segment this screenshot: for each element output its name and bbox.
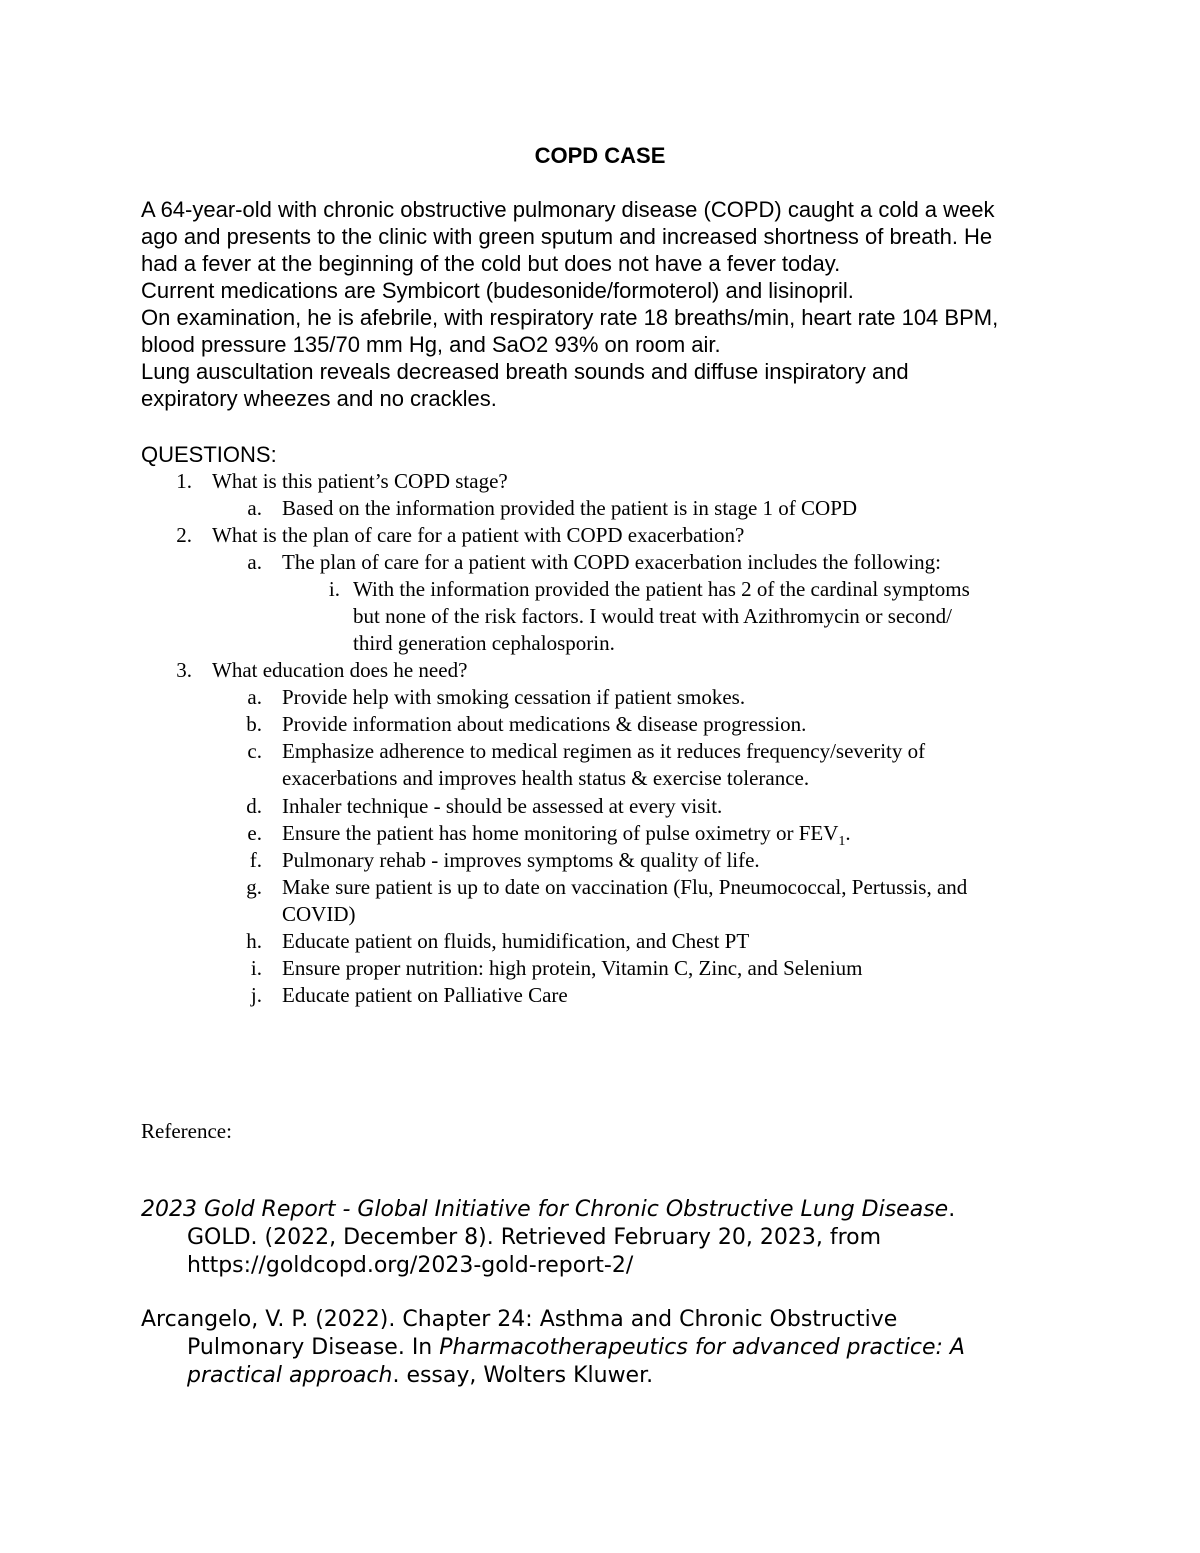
answer-text: Educate patient on fluids, humidification, and Chest PT xyxy=(282,929,750,953)
reference-author: Arcangelo, V. P. (2022). Chapter 24: Asthma and Chronic Obstructive xyxy=(141,1307,898,1332)
reference-publisher: GOLD. (2022, December 8). Retrieved February 20, 2023, from xyxy=(187,1225,882,1250)
list-number: 2. xyxy=(176,523,192,547)
reference-citation xyxy=(141,1306,1071,1390)
questions-heading: QUESTIONS: xyxy=(141,442,277,467)
list-letter: e. xyxy=(247,821,262,845)
answer-text-main: Ensure the patient has home monitoring of pulse oximetry or FEV xyxy=(282,821,839,845)
question-text: What is the plan of care for a patient with COPD exacerbation? xyxy=(212,523,745,547)
reference-publisher: . essay, Wolters Kluwer. xyxy=(392,1363,654,1388)
answer-text: Educate patient on Palliative Care xyxy=(282,983,568,1007)
list-number: 3. xyxy=(176,658,192,682)
case-description xyxy=(141,196,1071,412)
list-letter: a. xyxy=(247,496,262,520)
answer-text: Provide help with smoking cessation if patient smokes. xyxy=(282,685,746,709)
answer-text: The plan of care for a patient with COPD exacerbation includes the following: xyxy=(282,550,941,574)
list-letter: h. xyxy=(246,929,262,953)
subscript: 1 xyxy=(838,834,846,850)
reference-book-title: Pharmacotherapeutics for advanced practice: A xyxy=(439,1335,965,1360)
reference-title: 2023 Gold Report - Global Initiative for Chronic Obstructive Lung Disease xyxy=(141,1197,949,1222)
reference-book-title-continued: practical approach xyxy=(187,1363,393,1388)
answer-text: Ensure proper nutrition: high protein, Vitamin C, Zinc, and Selenium xyxy=(282,956,863,980)
reference-url[interactable]: https://goldcopd.org/2023-gold-report-2/ xyxy=(187,1253,634,1278)
answer-text-tail: . xyxy=(845,821,851,845)
list-letter: a. xyxy=(247,685,262,709)
intro-line: had a fever at the beginning of the cold but does not have a fever today. xyxy=(141,251,841,276)
intro-line: On examination, he is afebrile, with respiratory rate 18 breaths/min, heart rate 104 BPM, xyxy=(141,305,999,330)
answer-text-continued: third generation cephalosporin. xyxy=(353,631,615,655)
intro-line: A 64-year-old with chronic obstructive pulmonary disease (COPD) caught a cold a week xyxy=(141,197,995,222)
answer-text-continued: exacerbations and improves health status & exercise tolerance. xyxy=(282,766,810,790)
answer-text: Pulmonary rehab - improves symptoms & quality of life. xyxy=(282,848,760,872)
list-letter: i. xyxy=(250,956,262,980)
answer-text: With the information provided the patient has 2 of the cardinal symptoms xyxy=(353,577,970,601)
answer-text: Provide information about medications & disease progression. xyxy=(282,712,807,736)
intro-line: expiratory wheezes and no crackles. xyxy=(141,386,497,411)
list-letter: g. xyxy=(246,875,262,899)
answer-text: Inhaler technique - should be assessed at every visit. xyxy=(282,794,723,818)
list-letter: j. xyxy=(250,983,262,1007)
intro-line: Current medications are Symbicort (budesonide/formoterol) and lisinopril. xyxy=(141,278,854,303)
answer-text: Make sure patient is up to date on vaccination (Flu, Pneumococcal, Pertussis, and xyxy=(282,875,968,899)
list-letter: c. xyxy=(247,739,262,763)
reference-citation xyxy=(141,1196,1071,1280)
reference-period: . xyxy=(948,1197,956,1222)
intro-line: ago and presents to the clinic with green sputum and increased shortness of breath. He xyxy=(141,224,993,249)
answer-text-continued: but none of the risk factors. I would treat with Azithromycin or second/ xyxy=(353,604,952,628)
list-roman: i. xyxy=(328,577,340,601)
answer-text: Based on the information provided the patient is in stage 1 of COPD xyxy=(282,496,858,520)
list-number: 1. xyxy=(176,469,192,493)
answer-text: Emphasize adherence to medical regimen as it reduces frequency/severity of xyxy=(282,739,926,763)
question-text: What is this patient’s COPD stage? xyxy=(212,469,508,493)
reference-chapter: Pulmonary Disease. In xyxy=(187,1335,440,1360)
intro-line: blood pressure 135/70 mm Hg, and SaO2 93% on room air. xyxy=(141,332,721,357)
intro-line: Lung auscultation reveals decreased breath sounds and diffuse inspiratory and xyxy=(141,359,909,384)
list-letter: b. xyxy=(246,712,262,736)
reference-label: Reference: xyxy=(141,1119,232,1143)
questions-heading-block xyxy=(141,441,1071,468)
reference-entry-2 xyxy=(141,1306,1071,1390)
reference-entry-1 xyxy=(141,1196,1071,1280)
list-letter: a. xyxy=(247,550,262,574)
list-letter: d. xyxy=(246,794,262,818)
document-title: COPD CASE xyxy=(534,143,666,168)
list-letter: f. xyxy=(249,848,262,872)
answer-text-continued: COVID) xyxy=(282,902,356,926)
question-text: What education does he need? xyxy=(212,658,468,682)
